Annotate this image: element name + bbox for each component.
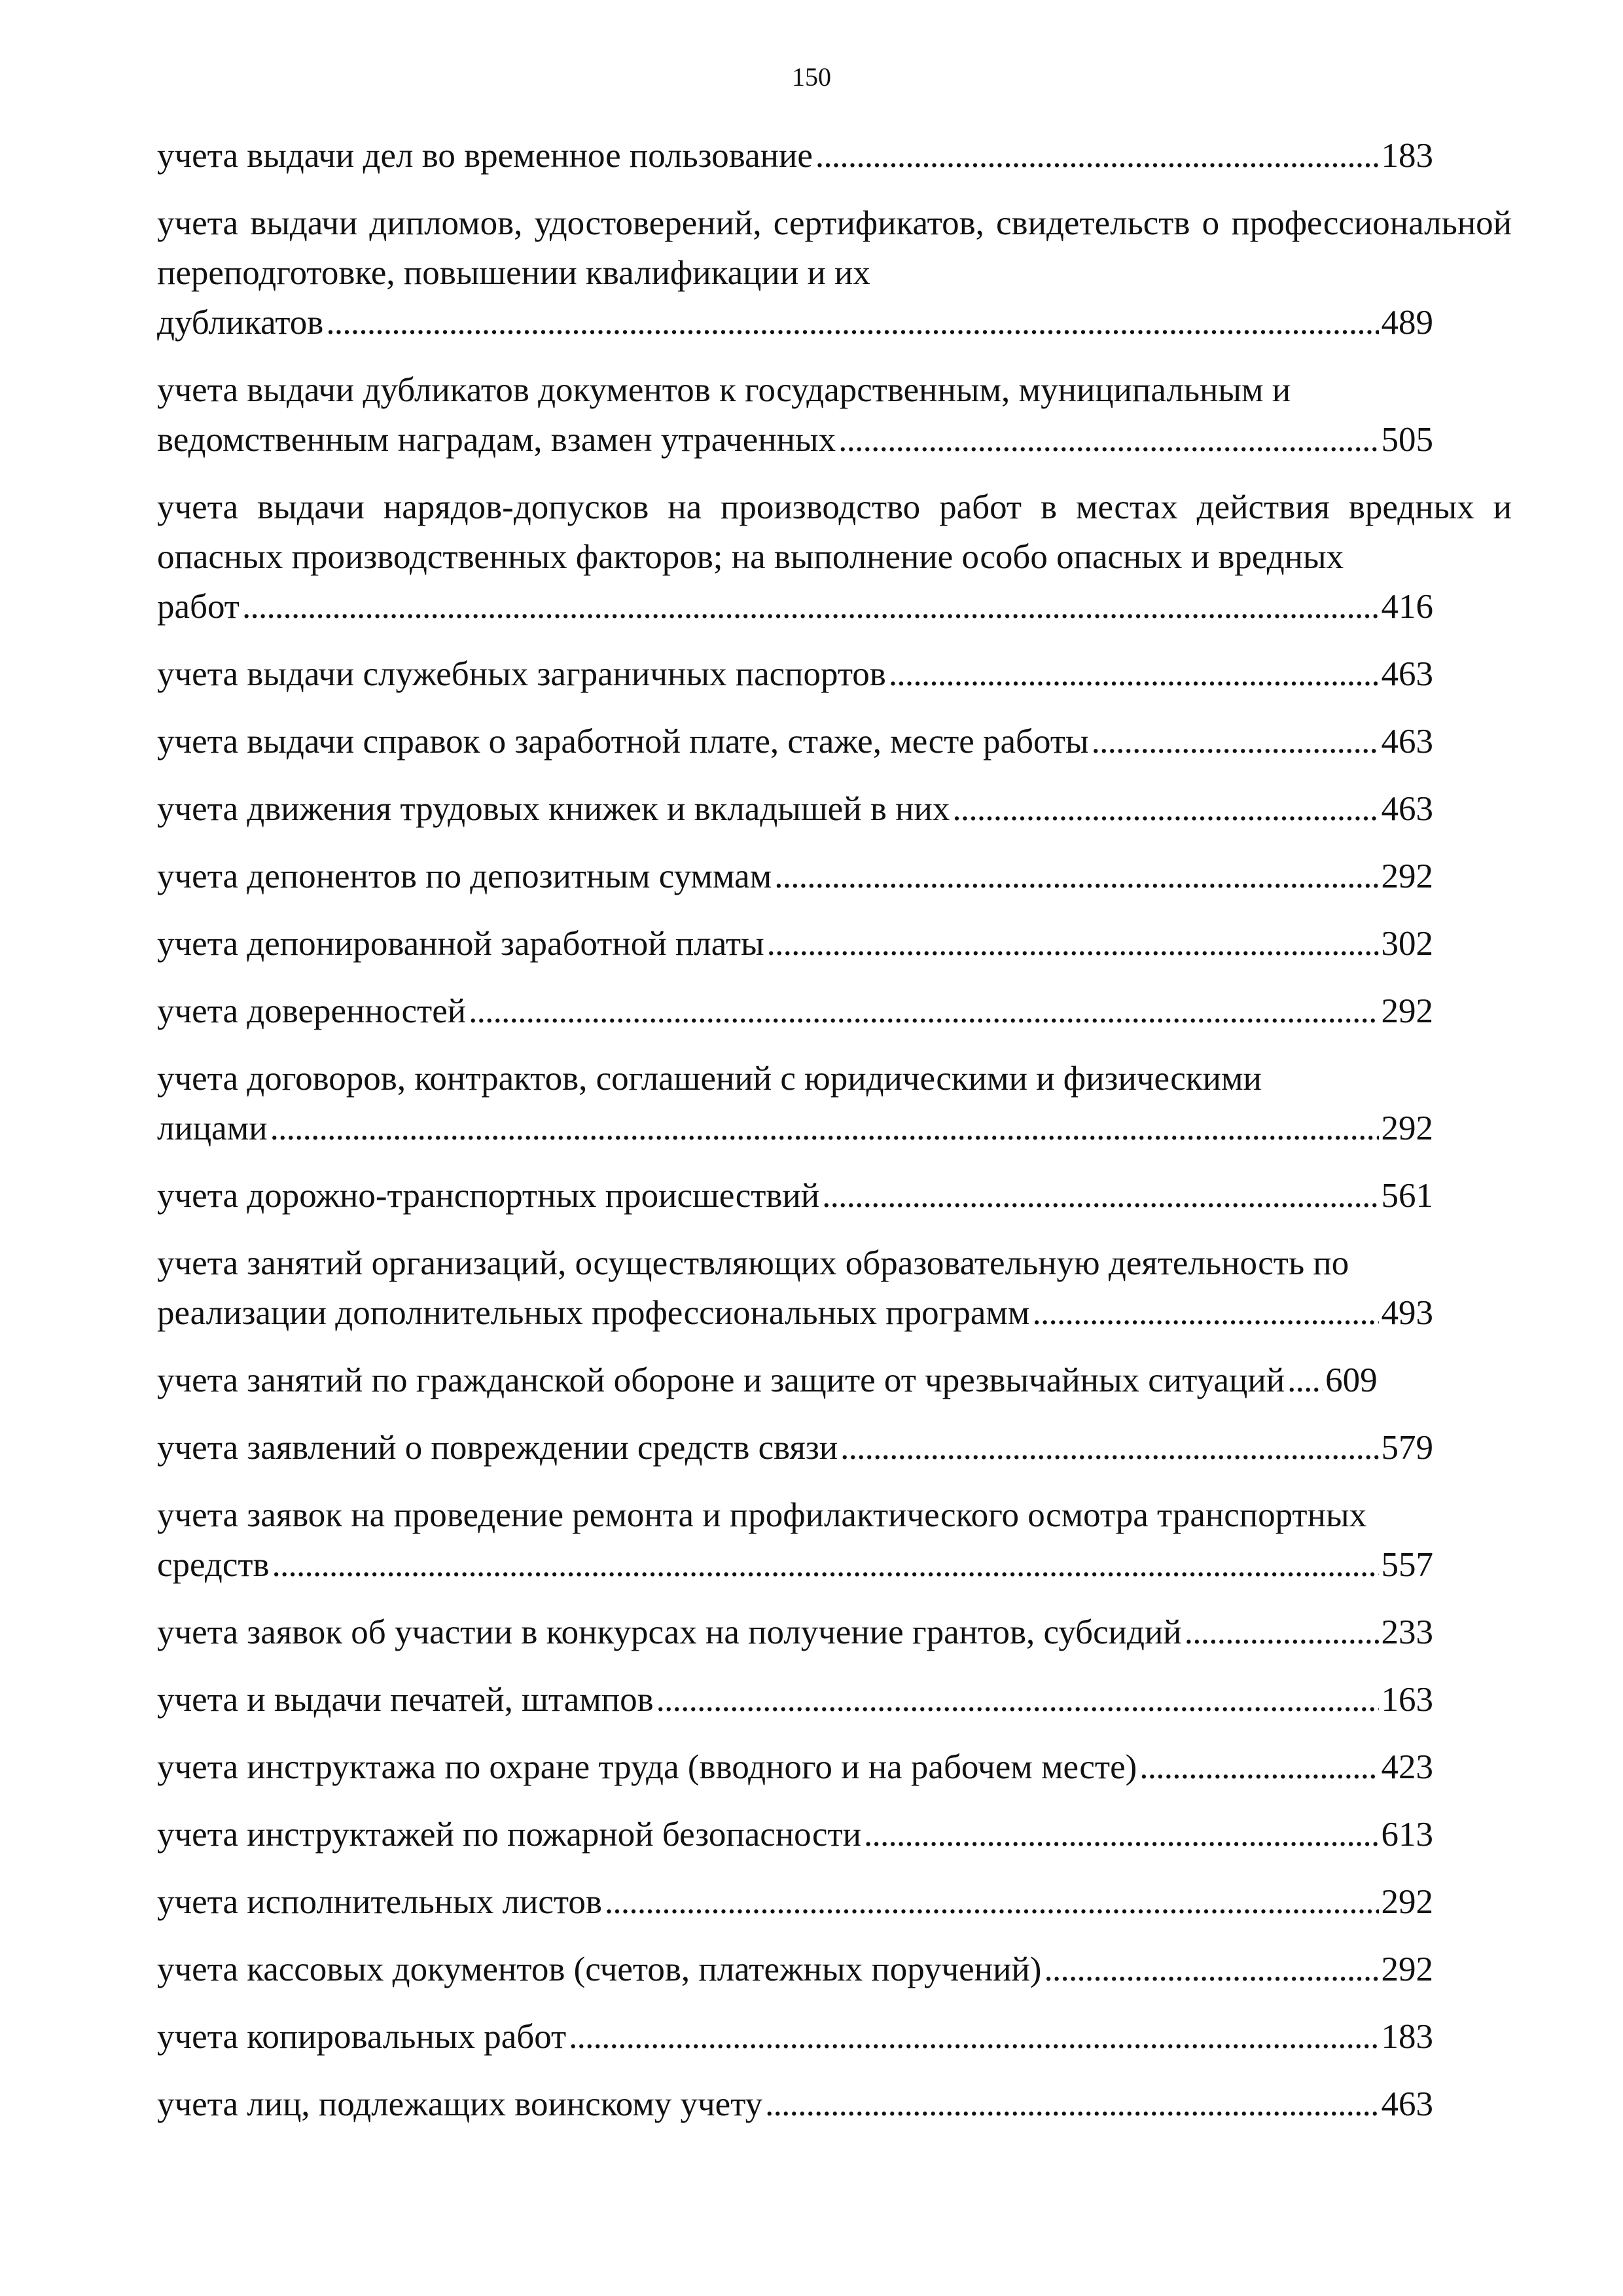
index-entry xyxy=(157,1171,1512,1221)
index-entry-last-line xyxy=(157,717,1512,766)
index-entry-label: дубликатов xyxy=(157,304,324,342)
index-entry-page-number: 292 xyxy=(1381,1883,1433,1921)
dot-leader xyxy=(656,1675,1379,1725)
index-entry-page-number: 292 xyxy=(1381,992,1433,1030)
dot-leader xyxy=(840,1423,1378,1473)
index-entry-label: учета лиц, подлежащих воинскому учету xyxy=(157,2085,763,2123)
dot-leader xyxy=(1092,717,1379,766)
index-entry-label: учета занятий по гражданской обороне и защите от чрезвычайных ситуаций xyxy=(157,1361,1285,1399)
index-entry xyxy=(157,717,1512,766)
index-entry xyxy=(157,2012,1512,2062)
index-entry-label: учета кассовых документов (счетов, платежных поручений) xyxy=(157,1950,1042,1988)
index-entry-page-number: 613 xyxy=(1381,1816,1433,1854)
index-entry-page-number: 233 xyxy=(1381,1613,1433,1651)
dot-leader xyxy=(272,1540,1379,1590)
index-entry-last-line xyxy=(157,784,1512,834)
index-entry-last-line xyxy=(157,2079,1512,2129)
index-entry-label: учета выдачи справок о заработной плате, стаже, месте работы xyxy=(157,723,1089,761)
index-entry-last-line xyxy=(157,852,1512,901)
index-entry-page-number: 609 xyxy=(1325,1361,1378,1399)
index-entry-page-number: 183 xyxy=(1381,2018,1433,2056)
dot-leader xyxy=(1032,1288,1378,1338)
index-entry xyxy=(157,1238,1512,1338)
index-entry-last-line xyxy=(157,131,1512,181)
index-entry-label: учета выдачи служебных заграничных паспортов xyxy=(157,655,886,693)
index-entry-text: учета занятий организаций, осуществляющих образовательную деятельность по xyxy=(157,1244,1349,1282)
index-entry-text: учета договоров, контрактов, соглашений с юридическими и физическими xyxy=(157,1060,1262,1098)
index-entry xyxy=(157,1877,1512,1927)
index-entry-last-line xyxy=(157,1288,1512,1338)
index-entry xyxy=(157,365,1512,465)
index-entry-label: реализации дополнительных профессиональных программ xyxy=(157,1294,1030,1332)
dot-leader xyxy=(1044,1945,1378,1994)
index-entry-text: учета выдачи нарядов-допусков на производство работ в местах действия вредных и опасных производственных факторов; на выполнение особо опасных и вредных xyxy=(157,488,1512,576)
dot-leader xyxy=(1185,1607,1379,1657)
index-entry-label: учета выдачи дел во временное пользование xyxy=(157,137,813,175)
dot-leader xyxy=(838,415,1378,465)
index-entry-page-number: 489 xyxy=(1381,304,1433,342)
index-entry-last-line xyxy=(157,1945,1512,1994)
dot-leader xyxy=(952,784,1378,834)
index-entry-last-line xyxy=(157,415,1512,465)
index-entry-text: учета выдачи дипломов, удостоверений, сертификатов, свидетельств о профессиональной переподготовке, повышении квалификации и их xyxy=(157,204,1512,292)
index-entry-label: лицами xyxy=(157,1109,268,1147)
index-entry xyxy=(157,919,1512,969)
index-entry xyxy=(157,2079,1512,2129)
dot-leader xyxy=(864,1810,1378,1859)
index-entry-page-number: 416 xyxy=(1381,588,1433,626)
index-entry-last-line xyxy=(157,1877,1512,1927)
index-entry-last-line xyxy=(157,649,1512,699)
index-entry xyxy=(157,131,1512,181)
index-entry-label: ведомственным наградам, взамен утраченных xyxy=(157,421,836,459)
dot-leader xyxy=(242,582,1379,632)
index-entry xyxy=(157,852,1512,901)
dot-leader xyxy=(822,1171,1378,1221)
index-entry xyxy=(157,1490,1512,1590)
index-entry xyxy=(157,198,1512,348)
index-entry xyxy=(157,1945,1512,1994)
index-entry-page-number: 557 xyxy=(1381,1546,1433,1584)
index-entry-last-line xyxy=(157,298,1512,348)
index-entry-label: учета доверенностей xyxy=(157,992,467,1030)
dot-leader xyxy=(469,986,1378,1036)
dot-leader xyxy=(765,2079,1378,2129)
index-entry-last-line xyxy=(157,1171,1512,1221)
index-entry xyxy=(157,986,1512,1036)
index-entry xyxy=(157,482,1512,632)
index-entry-last-line xyxy=(157,582,1512,632)
index-entry-last-line xyxy=(157,1675,1512,1725)
index-entry-page-number: 463 xyxy=(1381,790,1433,828)
index-entry-last-line xyxy=(157,1423,1512,1473)
index-entry-page-number: 463 xyxy=(1381,655,1433,693)
dot-leader xyxy=(569,2012,1378,2062)
index-entry-last-line xyxy=(157,1607,1512,1657)
index-entry xyxy=(157,1742,1512,1792)
index-entry-last-line xyxy=(157,919,1512,969)
index-entry-page-number: 292 xyxy=(1381,1109,1433,1147)
index-entry-label: учета депонированной заработной платы xyxy=(157,925,764,963)
index-entry-label: учета движения трудовых книжек и вкладышей в них xyxy=(157,790,950,828)
index-entry-label: учета депонентов по депозитным суммам xyxy=(157,857,772,895)
index-entry-page-number: 292 xyxy=(1381,1950,1433,1988)
index-entry-label: работ xyxy=(157,588,240,626)
index-entry xyxy=(157,784,1512,834)
dot-leader xyxy=(1139,1742,1378,1792)
dot-leader xyxy=(815,131,1379,181)
index-entry-page-number: 493 xyxy=(1381,1294,1433,1332)
index-entry-last-line xyxy=(157,1540,1512,1590)
index-entry-page-number: 163 xyxy=(1381,1681,1433,1719)
dot-leader xyxy=(767,919,1379,969)
index-entry xyxy=(157,1675,1512,1725)
index-entry-page-number: 505 xyxy=(1381,421,1433,459)
index-entry-label: учета заявлений о повреждении средств связи xyxy=(157,1429,838,1467)
index-entry-page-number: 463 xyxy=(1381,2085,1433,2123)
dot-leader xyxy=(1287,1355,1323,1405)
index-entry-last-line xyxy=(157,1103,1512,1153)
index-entry-label: учета инструктажа по охране труда (вводного и на рабочем месте) xyxy=(157,1748,1137,1786)
dot-leader xyxy=(326,298,1378,348)
index-entry xyxy=(157,1054,1512,1153)
index-entry-page-number: 561 xyxy=(1381,1177,1433,1215)
index-entry xyxy=(157,649,1512,699)
index-entry-text: учета выдачи дубликатов документов к государственным, муниципальным и xyxy=(157,371,1291,409)
dot-leader xyxy=(605,1877,1379,1927)
index-entry xyxy=(157,1607,1512,1657)
index-entry-page-number: 302 xyxy=(1381,925,1433,963)
index-entry-label: учета дорожно-транспортных происшествий xyxy=(157,1177,820,1215)
index-entry-label: учета копировальных работ xyxy=(157,2018,567,2056)
index-entry-label: учета инструктажей по пожарной безопасности xyxy=(157,1816,862,1854)
index-entry-last-line xyxy=(157,1810,1512,1859)
dot-leader xyxy=(889,649,1379,699)
index-entry-page-number: 463 xyxy=(1381,723,1433,761)
index-list xyxy=(157,131,1512,2147)
dot-leader xyxy=(774,852,1378,901)
index-entry-page-number: 423 xyxy=(1381,1748,1433,1786)
index-entry xyxy=(157,1355,1512,1405)
index-entry-label: учета исполнительных листов xyxy=(157,1883,602,1921)
index-entry-last-line xyxy=(157,1742,1512,1792)
index-entry-label: средств xyxy=(157,1546,270,1584)
index-entry-label: учета и выдачи печатей, штампов xyxy=(157,1681,654,1719)
index-entry xyxy=(157,1423,1512,1473)
index-entry-last-line xyxy=(157,986,1512,1036)
index-entry-label: учета заявок об участии в конкурсах на получение грантов, субсидий xyxy=(157,1613,1182,1651)
page-number: 150 xyxy=(792,62,831,92)
index-entry-page-number: 292 xyxy=(1381,857,1433,895)
index-entry-page-number: 183 xyxy=(1381,137,1433,175)
index-entry-last-line xyxy=(157,2012,1512,2062)
index-entry-text: учета заявок на проведение ремонта и профилактического осмотра транспортных xyxy=(157,1496,1367,1534)
index-entry-last-line xyxy=(157,1355,1512,1405)
index-entry-page-number: 579 xyxy=(1381,1429,1433,1467)
index-entry xyxy=(157,1810,1512,1859)
dot-leader xyxy=(270,1103,1379,1153)
